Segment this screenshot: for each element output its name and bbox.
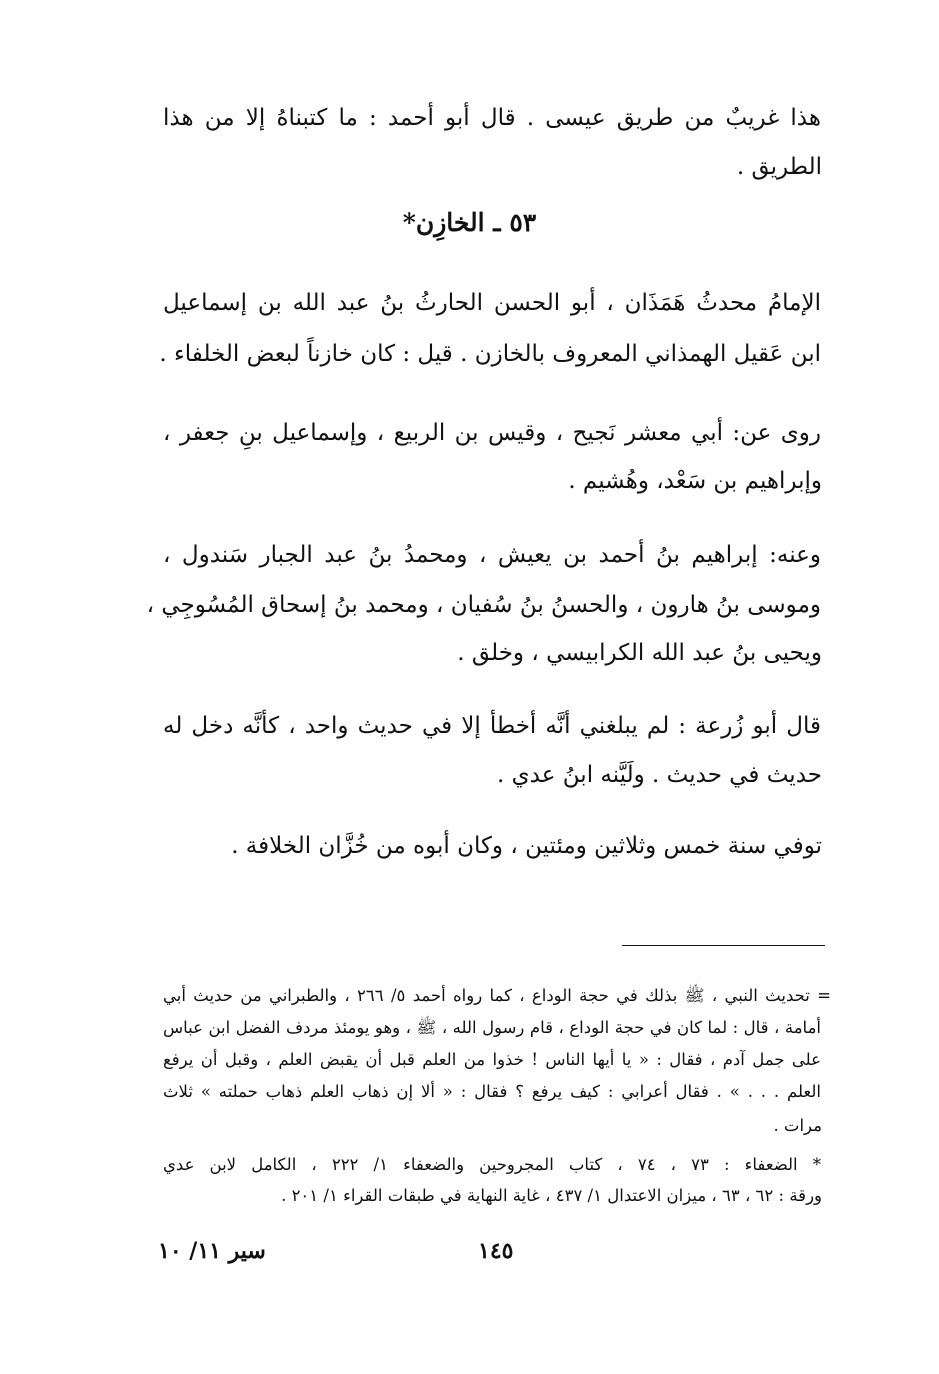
footnote-cont-line-2: أمامة ، قال : لما كان في حجة الوداع ، قام رسول الله ، ﷺ ، وهو يومئذ مردف الفضل ابن عباس bbox=[163, 1018, 821, 1037]
footnote-cont-line-5: مرات . bbox=[773, 1116, 822, 1135]
students-line-2: وموسى بنُ هارون ، والحسنُ بنُ سُفيان ، ومحمد بنُ إسحاق المُسُوجِي ، bbox=[146, 592, 821, 618]
entry-title: ٥٣ ـ الخازِن* bbox=[402, 208, 537, 237]
page-number: ١٤٥ bbox=[478, 1238, 514, 1264]
footnote-cont-line-1: = تحديث النبي ، ﷺ بذلك في حجة الوداع ، كما رواه أحمد ٥/ ٢٦٦ ، والطبراني من حديث أبي bbox=[163, 986, 831, 1005]
footnote-sources-line-1: * الضعفاء : ٧٣ ، ٧٤ ، كتاب المجروحين والضعفاء ١/ ٢٢٢ ، الكامل لابن عدي bbox=[163, 1155, 821, 1174]
volume-reference: سير ١١/ ١٠ bbox=[158, 1238, 266, 1264]
footnote-cont-line-4: العلم . . . » . فقال أعرابي : كيف يرفع ؟ فقال : « ألا إن ذهاب العلم ذهاب حملته » ثلاث bbox=[163, 1082, 821, 1101]
footnote-cont-line-3: على جمل آدم ، فقال : « يا أيها الناس ! خذوا من العلم قبل أن يقبض العلم ، وقبل أن يرفع bbox=[163, 1050, 821, 1069]
students-line-1: وعنه: إبراهيم بنُ أحمد بن يعيش ، ومحمدُ بنُ عبد الجبار سَندول ، bbox=[163, 542, 821, 568]
narrated-line-2: وإبراهيم بن سَعْد، وهُشيم . bbox=[568, 468, 822, 494]
students-line-3: ويحيى بنُ عبد الله الكرابيسي ، وخلق . bbox=[457, 640, 822, 666]
abuzura-line-2: حديث في حديث . ولَيَّنه ابنُ عدي . bbox=[497, 762, 822, 788]
footnote-sources-line-2: ورقة : ٦٢ ، ٦٣ ، ميزان الاعتدال ١/ ٤٣٧ ، غاية النهاية في طبقات القراء ١/ ٢٠١ . bbox=[281, 1186, 822, 1205]
footnote-divider bbox=[622, 945, 825, 946]
abuzura-line-1: قال أبو زُرعة : لم يبلغني أنَّه أخطأ إلا في حديث واحد ، كأنَّه دخل له bbox=[163, 713, 821, 739]
death-line: توفي سنة خمس وثلاثين ومئتين ، وكان أبوه من خُزَّان الخلافة . bbox=[231, 833, 822, 859]
bio-line-1: الإمامُ محدثُ هَمَذَان ، أبو الحسن الحارثُ بنُ عبد الله بن إسماعيل bbox=[163, 290, 821, 316]
intro-line-1: هذا غريبٌ من طريق عيسى . قال أبو أحمد : ما كتبناهُ إلا من هذا bbox=[163, 105, 821, 131]
narrated-line-1: روى عن: أبي معشر نَجيح ، وقيس بن الربيع ، وإسماعيل بنِ جعفر ، bbox=[163, 420, 821, 446]
intro-line-2: الطريق . bbox=[736, 154, 822, 180]
bio-line-2: ابن عَقيل الهمذاني المعروف بالخازن . قيل : كان خازناً لبعض الخلفاء . bbox=[159, 341, 821, 367]
